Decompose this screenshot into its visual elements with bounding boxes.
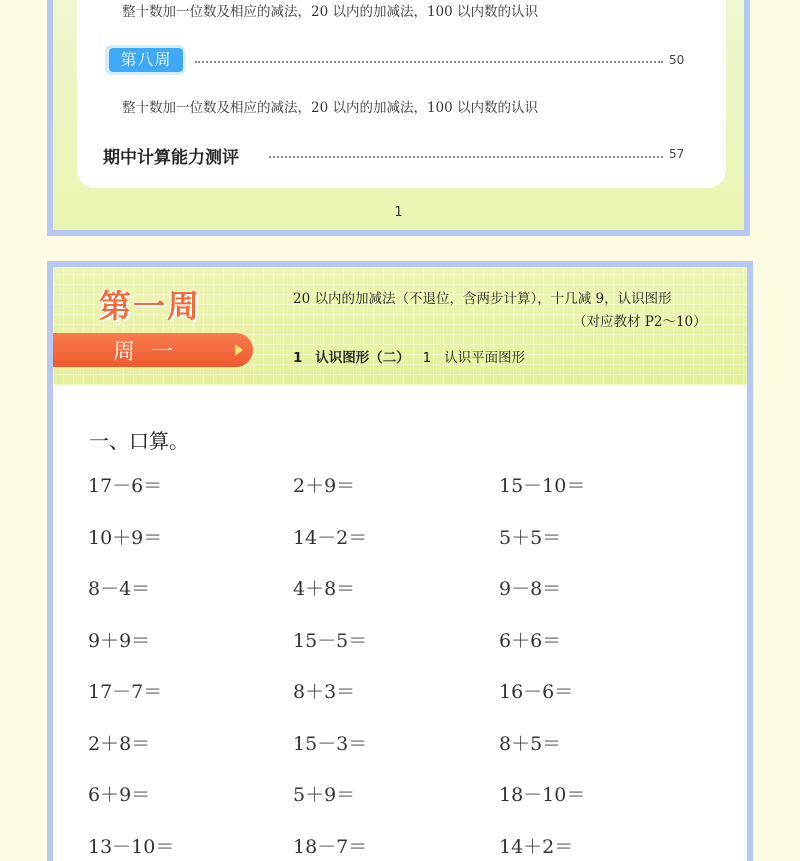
arithmetic-problem: 6＋9＝ [88, 784, 151, 806]
arithmetic-problem: 6＋6＝ [499, 629, 562, 652]
arithmetic-problem: 8＋3＝ [293, 681, 356, 703]
arithmetic-problem: 17－7＝ [88, 681, 163, 703]
worksheet-page-content [53, 267, 747, 861]
page-number: 1 [394, 205, 403, 220]
arithmetic-problem: 14－2＝ [293, 526, 368, 549]
section-title: 一、口算。 [89, 429, 189, 453]
toc-page-background [53, 0, 744, 230]
arithmetic-problem: 14＋2＝ [499, 835, 574, 858]
arithmetic-problem: 8＋5＝ [499, 732, 562, 755]
arithmetic-problem: 18－10＝ [499, 784, 586, 806]
lesson-sub-title: 认识平面图形 [444, 350, 526, 366]
toc-week8-subtitle: 整十数加一位数及相应的减法，20 以内的加减法，100 以内数的认识 [122, 100, 539, 116]
toc-week8-badge[interactable]: 第八周 [109, 48, 183, 72]
arithmetic-problem: 15－5＝ [293, 629, 368, 652]
arithmetic-problem: 10＋9＝ [88, 526, 163, 549]
textbook-reference: （对应教材 P2～10） [573, 314, 707, 330]
arithmetic-problem: 15－10＝ [499, 475, 586, 497]
arithmetic-problem: 5＋9＝ [293, 784, 356, 806]
lesson-title: 认识图形（二） [315, 350, 410, 366]
arithmetic-problem: 13－10＝ [88, 835, 175, 858]
arithmetic-problem: 16－6＝ [499, 681, 574, 703]
toc-midterm-title[interactable]: 期中计算能力测评 [103, 148, 239, 168]
toc-leader-dots [269, 156, 663, 158]
worksheet-page [47, 261, 753, 861]
toc-page [47, 0, 750, 236]
lesson-number: 1 [293, 350, 303, 366]
toc-card [77, 0, 726, 188]
arithmetic-problem: 5＋5＝ [499, 526, 562, 549]
week-topic: 20 以内的加减法（不退位，含两步计算），十几减 9，认识图形 [293, 291, 672, 307]
week-title: 第一周 [99, 287, 202, 325]
arithmetic-problem: 17－6＝ [88, 475, 163, 497]
toc-midterm-page: 57 [669, 147, 685, 161]
arithmetic-problem: 2＋8＝ [88, 732, 151, 755]
arithmetic-problem: 9－8＝ [499, 578, 562, 600]
arithmetic-problem: 8－4＝ [88, 578, 151, 600]
arithmetic-problem: 4＋8＝ [293, 578, 356, 600]
arithmetic-problem: 9＋9＝ [88, 629, 151, 652]
toc-entry-subtitle: 整十数加一位数及相应的减法，20 以内的加减法，100 以内数的认识 [122, 4, 539, 20]
arithmetic-problem: 18－7＝ [293, 835, 368, 858]
day-label: 周一 [113, 340, 190, 365]
arithmetic-problem: 2＋9＝ [293, 475, 356, 497]
toc-week8-page: 50 [669, 53, 685, 67]
toc-leader-dots [195, 61, 663, 63]
problem-grid [53, 267, 747, 861]
lesson-sub-number: 1 [422, 350, 432, 366]
arithmetic-problem: 15－3＝ [293, 732, 368, 755]
